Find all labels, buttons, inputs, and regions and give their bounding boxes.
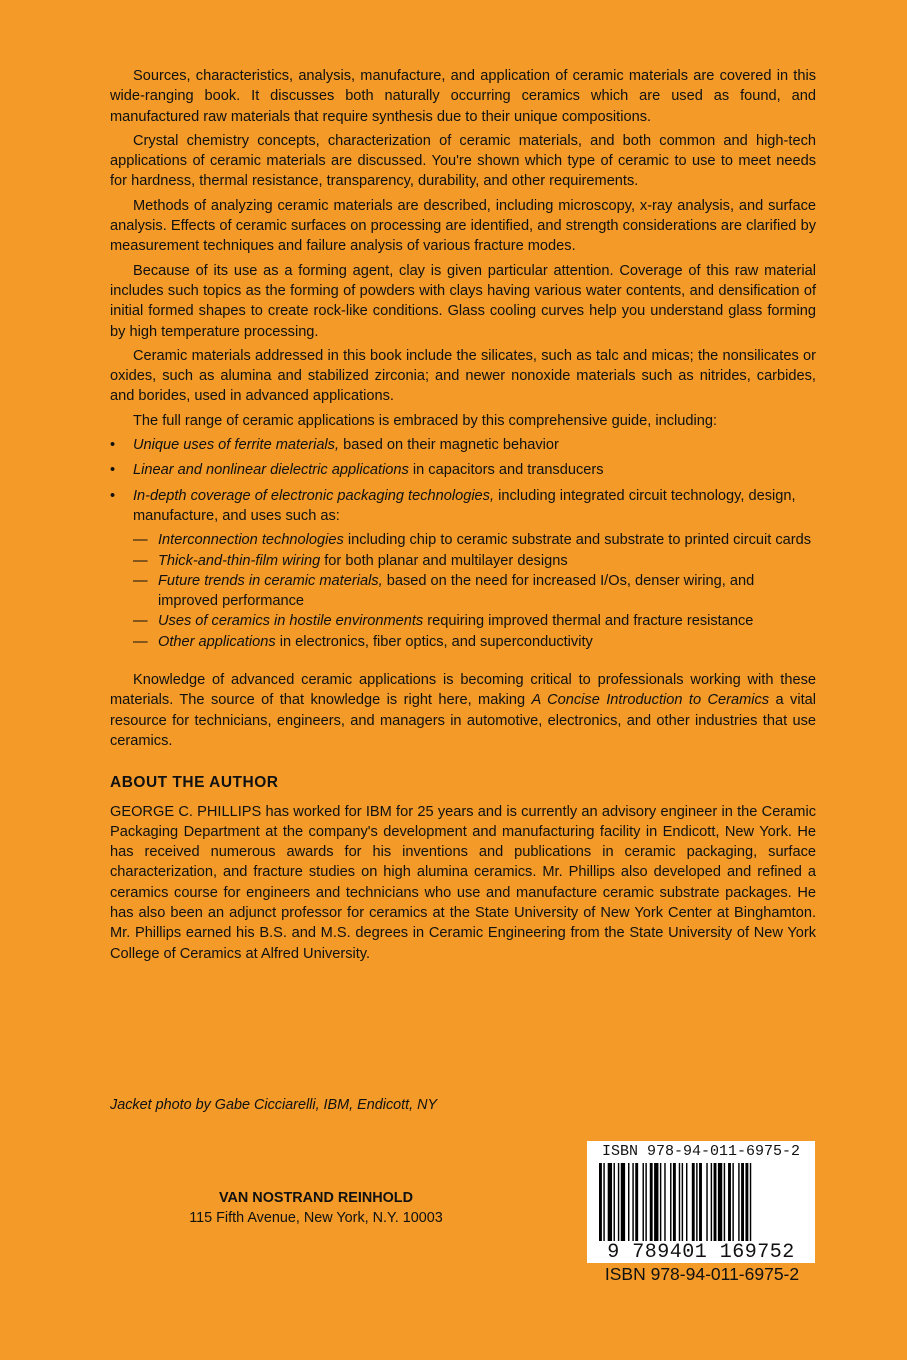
paragraph-4: Because of its use as a forming agent, clay is given particular attention. Coverage of this raw material includes such topics as the forming of powders with clays having various water contents, and densification of initial formed shapes to create rock-like conditions. Glass cooling curves help you understand glass forming by high temperature processing.: [110, 262, 816, 340]
book-title: A Concise Introduction to Ceramics: [531, 692, 770, 709]
isbn-bottom-text: ISBN 978-94-011-6975-2: [604, 1264, 800, 1284]
list-item: • Linear and nonlinear dielectric applications in capacitors and transducers: [110, 460, 816, 480]
photo-credit: Jacket photo by Gabe Cicciarelli, IBM, Endicott, NY: [110, 1097, 438, 1113]
paragraph-1: Sources, characteristics, analysis, manufacture, and application of ceramic materials are covered in this wide-ranging book. It discusses both naturally occurring ceramics which are used as found, and manufactured raw materials that require synthesis due to their unique compositions.: [110, 68, 816, 125]
applications-list: [110, 435, 816, 652]
sub-list-item: — Future trends in ceramic materials, based on the need for increased I/Os, denser wiring, and improved performance: [133, 571, 816, 612]
list-item: • Unique uses of ferrite materials, based on their magnetic behavior: [110, 435, 816, 455]
publisher-name: VAN NOSTRAND REINHOLD: [218, 1190, 413, 1206]
paragraph-2: Crystal chemistry concepts, characterization of ceramic materials, and both common and high-tech applications of ceramic materials are discussed. You're shown which type of ceramic to use to meet needs for hardness, thermal resistance, transparency, durability, and other requirements.: [110, 132, 816, 190]
publisher-address: 115 Fifth Avenue, New York, N.Y. 10003: [189, 1210, 443, 1226]
paragraph-3: Methods of analyzing ceramic materials are described, including microscopy, x-ray analysis, and surface analysis. Effects of ceramic surfaces on processing are identified, and strength considerations are clarified by measurement techniques and failure analysis of various fracture modes.: [110, 197, 816, 255]
about-author-text: GEORGE C. PHILLIPS has worked for IBM for 25 years and is currently an advisory engineer in the Ceramic Packaging Department at the company's development and manufacturing facility in Endicott, New York. He has received numerous awards for his inventions and publications in ceramic packaging, surface characterization, and fracture studies on high alumina ceramics. Mr. Phillips also developed and refined a ceramics course for engineers and technicians who use and manufacture ceramic substrate packages. He has also been an adjunct professor for ceramics at the State University of New York Center at Binghamton. Mr. Phillips earned his B.S. and M.S. degrees in Ceramic Engineering from the State University of New York College of Ceramics at Alfred University.: [110, 803, 816, 962]
list-item: • In-depth coverage of electronic packaging technologies, including integrated circuit technology, design, manufacture, and uses such as: — Interconnection technologies including chip to ceramic substrate and substrate to printed circuit cards — Thick-and-thin-film wiring for both planar and multilayer designs — Future trends in ceramic materials, based on the need for increased I/Os, denser wiring, and improved performance — Uses of ceramics in hostile environments requiring improved thermal and fracture resistance — Other applications in electronics, fiber optics, and superconductivity: [110, 486, 816, 652]
knowledge-paragraph: Knowledge of advanced ceramic applications is becoming critical to professionals working with these materials. The source of that knowledge is right here, making A Concise Introduction to Ceramics a vital resource for technicians, engineers, and managers in automotive, electronics, and other industries that use ceramics.: [110, 672, 816, 749]
sub-list-item: — Other applications in electronics, fiber optics, and superconductivity: [133, 632, 816, 652]
paragraph-5: Ceramic materials addressed in this book include the silicates, such as talc and micas; the nonsilicates or oxides, such as alumina and stabilized zirconia; and newer nonoxide materials such as nitrides, carbides, and borides, used in advanced applications.: [110, 347, 816, 405]
publisher-block: [166, 1188, 466, 1228]
packaging-sublist: [133, 530, 816, 652]
barcode-label: [587, 1141, 815, 1263]
isbn-top-text: ISBN 978-94-011-6975-2: [601, 1143, 801, 1160]
barcode-digits: 9 789401 169752: [607, 1241, 795, 1264]
barcode-icon: [591, 1163, 811, 1241]
sub-list-item: — Interconnection technologies including chip to ceramic substrate and substrate to printed circuit cards: [133, 530, 816, 550]
cover-body: [110, 66, 816, 968]
sub-list-item: — Thick-and-thin-film wiring for both planar and multilayer designs: [133, 551, 816, 571]
paragraph-6: The full range of ceramic applications is embraced by this comprehensive guide, including:: [133, 412, 718, 429]
sub-list-item: — Uses of ceramics in hostile environments requiring improved thermal and fracture resistance: [133, 611, 816, 631]
about-author-heading: ABOUT THE AUTHOR: [110, 774, 279, 792]
